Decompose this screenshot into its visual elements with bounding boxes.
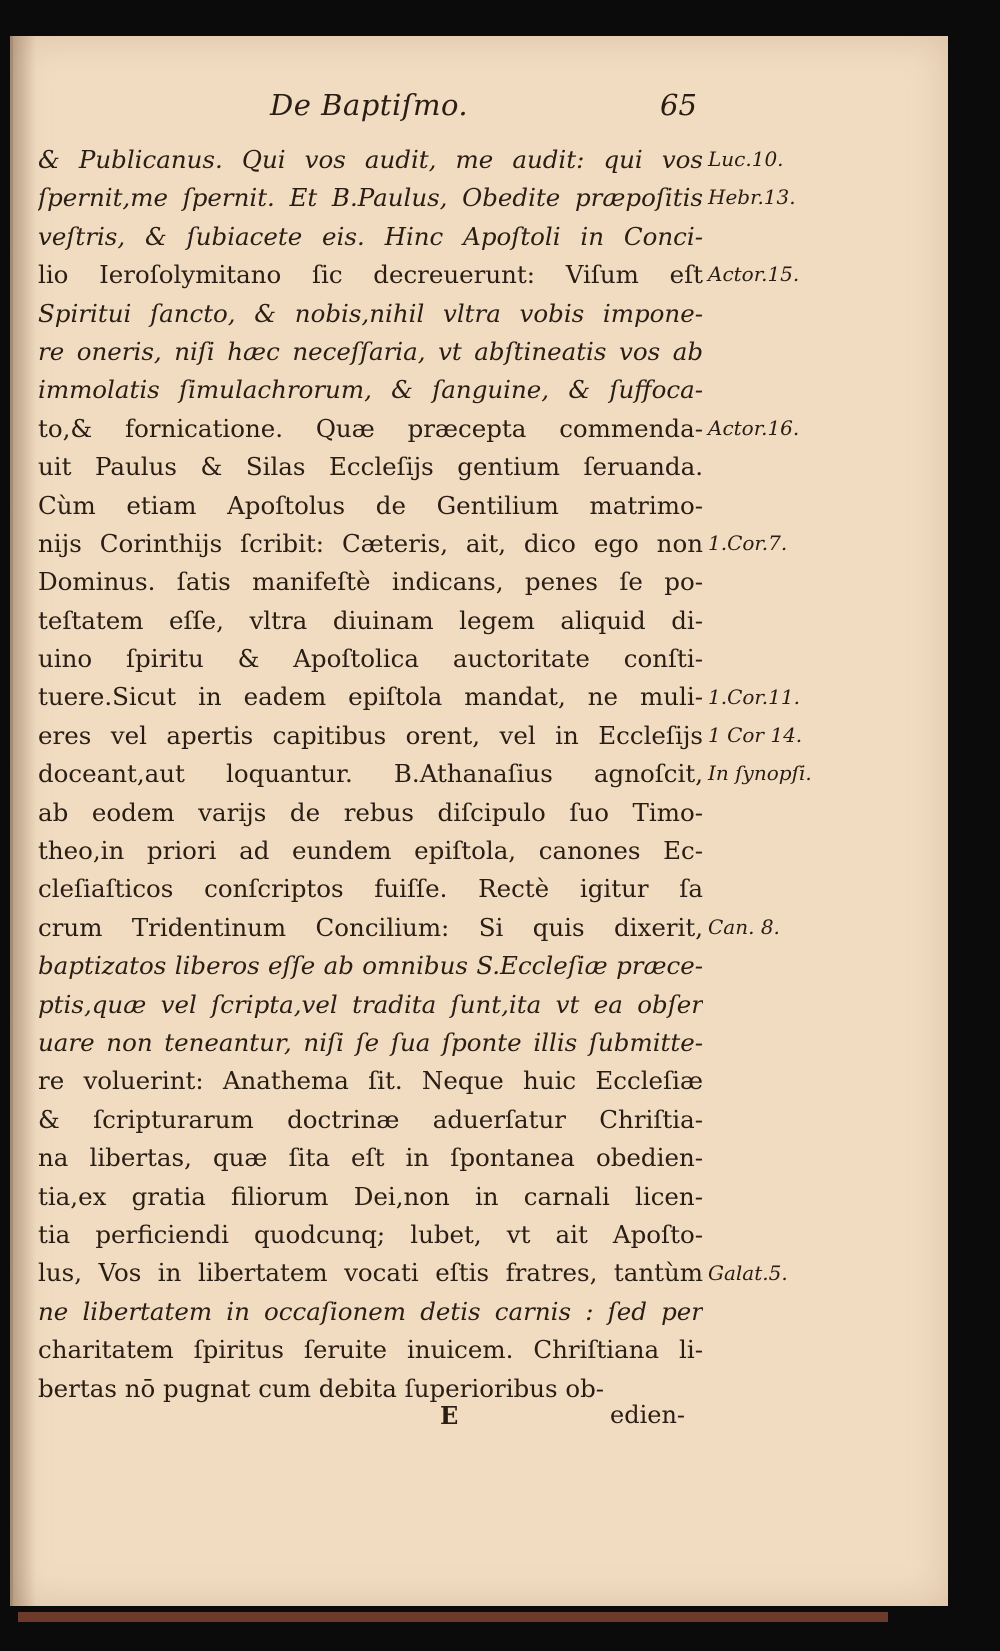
page-header — [0, 88, 1000, 138]
text-line: ſpernit,me ſpernit. Et B.Paulus, Obedite præpoſitis — [38, 183, 703, 213]
text-line: & ſcripturarum doctrinæ aduerſatur Chriſtia- — [38, 1104, 703, 1134]
text-line: lio Ieroſolymitano ſic decreuerunt: Viſum eſt — [38, 260, 703, 290]
margin-note: Galat.5. — [708, 1260, 788, 1285]
text-line: baptizatos liberos eſſe ab omnibus S.Eccleſiæ præce- — [38, 951, 703, 981]
text-line: to,& fornicatione. Quæ præcepta commenda- — [38, 413, 703, 443]
margin-note: Can. 8. — [708, 915, 780, 939]
text-line: theo,in priori ad eundem epiſtola, canones Ec- — [38, 836, 703, 866]
text-line: teſtatem eſſe, vltra diuinam legem aliquid di- — [38, 605, 703, 635]
page-gutter-shadow — [10, 36, 36, 1606]
margin-note: Actor.16. — [708, 415, 800, 440]
text-line: uino ſpiritu & Apoſtolica auctoritate conſti- — [38, 644, 703, 674]
text-line: ne libertatem in occaſionem detis carnis : ſed per — [38, 1296, 703, 1326]
text-line: nijs Corinthijs ſcribit: Cæteris, ait, dico ego non — [38, 528, 703, 558]
text-line: na libertas, quæ ſita eſt in ſpontanea obedien- — [38, 1143, 703, 1173]
text-line: Cùm etiam Apoſtolus de Gentilium matrimo- — [38, 490, 703, 520]
text-line: eres vel apertis capitibus orent, vel in Eccleſijs — [38, 720, 703, 750]
body-text — [38, 141, 703, 1408]
margin-note: Luc.10. — [708, 147, 784, 171]
text-line: Spiritui ſancto, & nobis,nihil vltra vobis impone- — [38, 298, 703, 328]
margin-note: In ſynopſi. — [708, 761, 812, 786]
page-footer — [0, 1401, 1000, 1441]
signature-mark: E — [440, 1401, 459, 1430]
margin-note: Actor.15. — [708, 262, 800, 287]
text-line: uit Paulus & Silas Eccleſijs gentium ſeruanda. — [38, 452, 703, 482]
margin-note: Hebr.13. — [708, 185, 796, 210]
catchword: edien- — [610, 1401, 686, 1429]
text-line: lus, Vos in libertatem vocati eſtis fratres, tantùm — [38, 1258, 703, 1288]
text-line: tuere.Sicut in eadem epiſtola mandat, ne muli- — [38, 682, 703, 712]
text-line: uare non teneantur, niſi ſe ſua ſponte illis ſubmitte- — [38, 1027, 703, 1057]
text-line: & Publicanus. Qui vos audit, me audit: qui vos — [38, 145, 703, 174]
page-number: 65 — [660, 88, 697, 122]
text-line: tia,ex gratia filiorum Dei,non in carnali licen- — [38, 1181, 703, 1211]
text-line: doceant,aut loquantur. B.Athanaſius agnoſcit, — [38, 759, 703, 789]
margin-note: 1 Cor 14. — [708, 723, 803, 747]
text-line: veſtris, & ſubiacete eis. Hinc Apoſtoli in Conci- — [38, 221, 703, 251]
text-line: charitatem ſpiritus ſeruite inuicem. Chriſtiana li- — [38, 1335, 703, 1365]
text-line: re oneris, niſi hæc neceſſaria, vt abſtineatis vos ab — [38, 336, 703, 366]
text-line: crum Tridentinum Concilium: Si quis dixerit, — [38, 912, 703, 942]
page-edge-fold — [18, 1612, 888, 1622]
text-line: cleſiaſticos conſcriptos fuiſſe. Rectè igitur ſa — [38, 874, 703, 904]
running-title: De Baptiſmo. — [270, 88, 469, 122]
text-line: immolatis ſimulachrorum, & ſanguine, & ſuffoca- — [38, 375, 703, 405]
text-line: ptis,quæ vel ſcripta,vel tradita ſunt,ita vt ea obſer — [38, 989, 703, 1019]
text-line: Dominus. ſatis manifeſtè indicans, penes ſe po- — [38, 567, 703, 597]
margin-note: 1.Cor.7. — [708, 531, 788, 555]
text-line: tia perficiendi quodcunq; lubet, vt ait Apoſto- — [38, 1219, 703, 1249]
text-line: re voluerint: Anathema ſit. Neque huic Eccleſiæ — [38, 1066, 703, 1096]
margin-note: 1.Cor.11. — [708, 684, 800, 709]
text-line: bertas nō pugnat cum debita ſuperioribus ob- — [38, 1373, 605, 1403]
text-line: ab eodem varijs de rebus diſcipulo ſuo Timo- — [38, 797, 703, 827]
